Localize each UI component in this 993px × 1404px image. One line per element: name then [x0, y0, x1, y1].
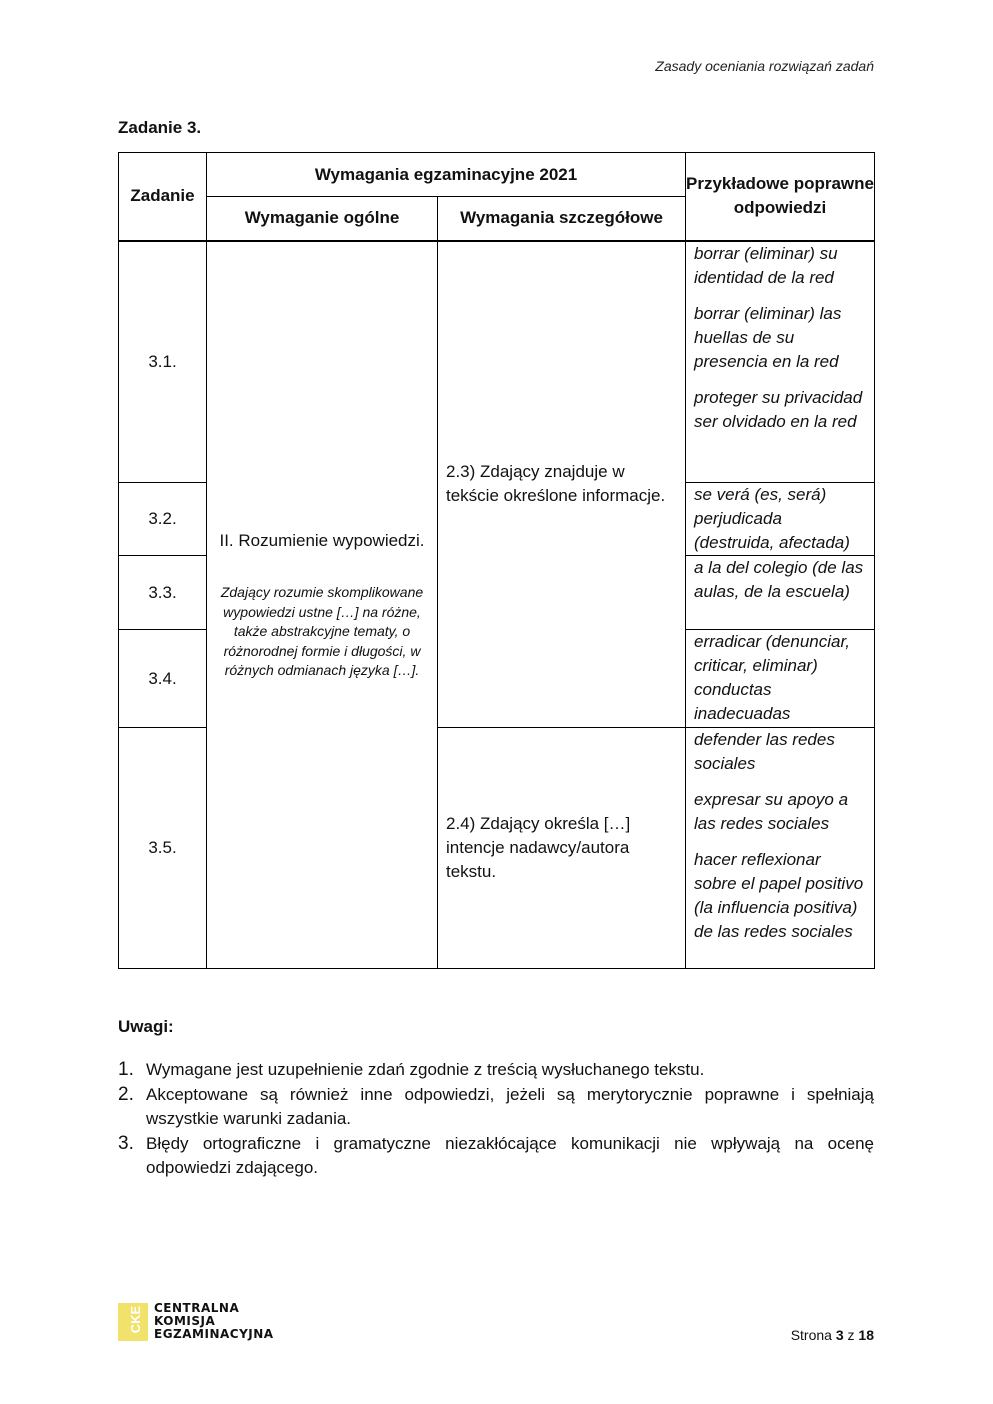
page-number — [791, 1327, 874, 1343]
header-answers: Przykładowe poprawne odpowiedzi — [686, 153, 875, 241]
notes-title: Uwagi: — [118, 1017, 174, 1036]
list-item-number: 3. — [118, 1133, 134, 1154]
list-item-number: 1. — [118, 1059, 134, 1080]
table-row — [119, 241, 875, 483]
page-prefix: Strona — [790, 1327, 832, 1343]
general-requirement — [207, 241, 438, 969]
answer-cell — [686, 241, 875, 483]
answer-cell — [686, 630, 875, 728]
list-item — [118, 1083, 874, 1131]
logo-text — [154, 1302, 274, 1341]
task-number: 3.2. — [119, 483, 207, 556]
list-item-text: Błędy ortograficzne i gramatyczne niezakłócające komunikacji nie wpływają na ocenę odpowiedzi zdającego. — [146, 1134, 874, 1177]
general-requirement-title: II. Rozumienie wypowiedzi. — [219, 531, 425, 550]
specific-requirement: 2.3) Zdający znajduje w tekście określone informacje. — [438, 241, 686, 728]
answer-item: erradicar (denunciar, criticar, eliminar) conductas inadecuadas — [694, 632, 850, 723]
task-number: 3.3. — [119, 556, 207, 630]
page-total: 18 — [858, 1327, 874, 1343]
notes-list — [118, 1058, 874, 1181]
header-requirements: Wymagania egzaminacyjne 2021 — [207, 153, 686, 197]
task-title: Zadanie 3. — [118, 118, 202, 137]
header-general: Wymaganie ogólne — [207, 197, 438, 241]
cke-logo — [118, 1302, 274, 1341]
page-separator: z — [847, 1327, 855, 1343]
answer-item: a la del colegio (de las aulas, de la escuela) — [694, 558, 864, 601]
list-item-number: 2. — [118, 1084, 134, 1105]
header-specific: Wymagania szczegółowe — [438, 197, 686, 241]
logo-line: KOMISJA — [154, 1314, 216, 1328]
task-number: 3.5. — [119, 728, 207, 969]
answer-cell — [686, 728, 875, 969]
answer-item: ser olvidado en la red — [694, 411, 857, 431]
answer-item: borrar (eliminar) las huellas de su presencia en la red — [694, 303, 842, 371]
list-item — [118, 1058, 874, 1082]
answer-item: hacer reflexionar sobre el papel positivo (la influencia positiva) de las redes sociales — [694, 850, 864, 941]
scoring-table — [118, 152, 875, 969]
answer-item: se verá (es, será) perjudicada (destruida, afectada) — [694, 485, 850, 552]
answer-item: defender las redes sociales — [694, 730, 835, 773]
list-item — [118, 1132, 874, 1180]
general-requirement-description: Zdający rozumie skomplikowane wypowiedzi ustne […] na różne, także abstrakcyjne tematy, o różnorodnej formie i długości, w różnych odmianach języka […]. — [220, 584, 424, 678]
logo-line: CENTRALNA — [154, 1301, 240, 1315]
logo-mark-icon — [118, 1303, 148, 1341]
answer-cell — [686, 556, 875, 630]
logo-mark-text: CKE — [128, 1305, 144, 1333]
task-number: 3.4. — [119, 630, 207, 728]
header-task: Zadanie — [119, 153, 207, 241]
answer-item: expresar su apoyo a las redes sociales — [694, 790, 849, 833]
page-current: 3 — [835, 1327, 844, 1343]
task-number: 3.1. — [119, 241, 207, 483]
specific-requirement: 2.4) Zdający określa […] intencje nadawcy/autora tekstu. — [438, 728, 686, 969]
list-item-text: Wymagane jest uzupełnienie zdań zgodnie z treścią wysłuchanego tekstu. — [146, 1060, 705, 1079]
answer-item: borrar (eliminar) su identidad de la red — [694, 243, 838, 287]
logo-line: EGZAMINACYJNA — [154, 1327, 274, 1341]
answer-item: proteger su privacidad — [694, 387, 863, 407]
running-header: Zasady oceniania rozwiązań zadań — [655, 58, 874, 74]
list-item-text: Akceptowane są również inne odpowiedzi, jeżeli są merytorycznie poprawne i spełniają wszystkie warunki zadania. — [146, 1085, 874, 1128]
answer-cell — [686, 483, 875, 556]
